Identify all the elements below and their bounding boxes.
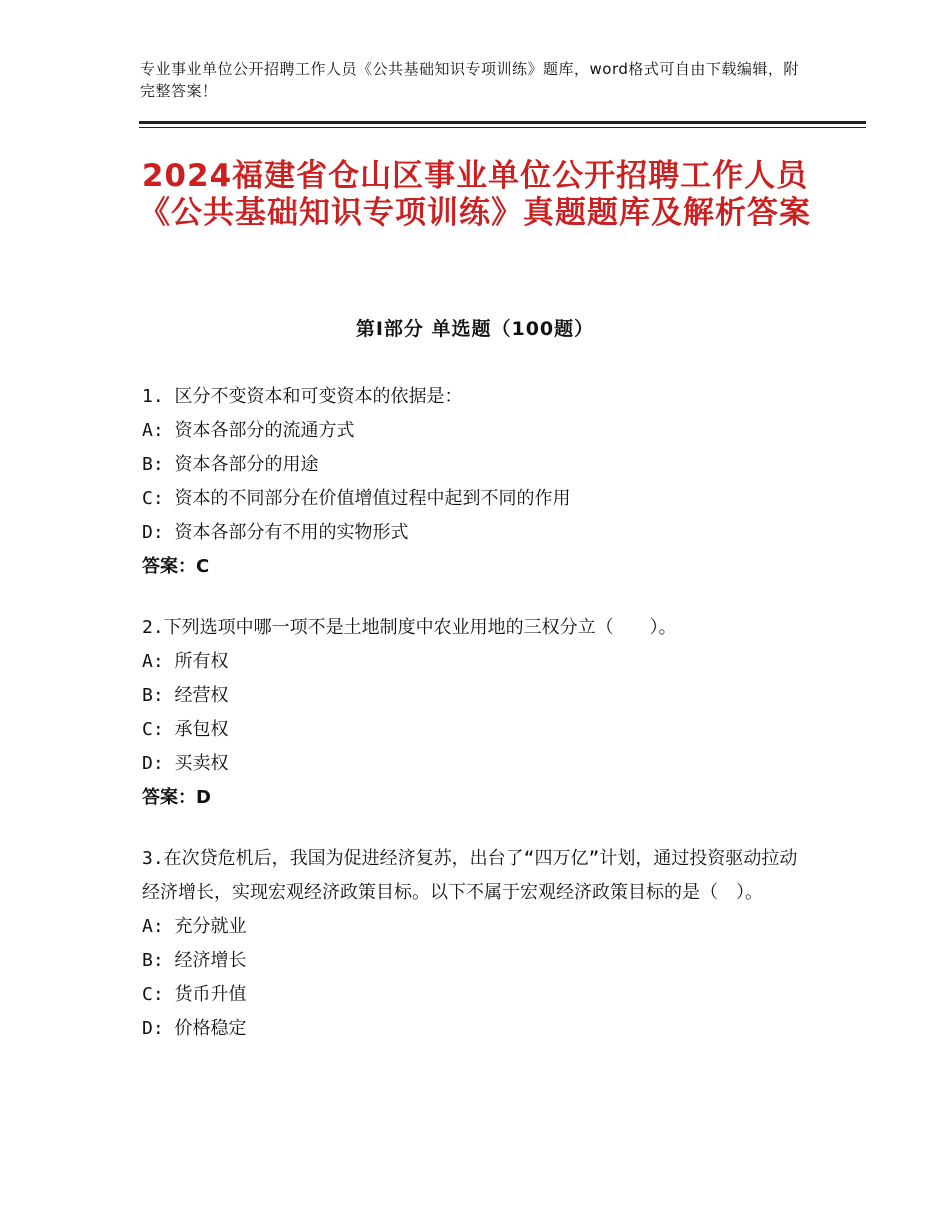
option-c: C: 货币升值 (142, 984, 247, 1005)
option-c: C: 资本的不同部分在价值增值过程中起到不同的作用 (142, 488, 571, 509)
question-stem: 3.在次贷危机后，我国为促进经济复苏，出台了“四万亿”计划，通过投资驱动拉动经济增长，实现宏观经济政策目标。以下不属于宏观经济政策目标的是（ ）。 (142, 848, 798, 903)
option-b: B: 经营权 (142, 685, 229, 706)
question-list (142, 380, 812, 1073)
option-a: A: 资本各部分的流通方式 (142, 420, 355, 441)
question-stem: 1. 区分不变资本和可变资本的依据是： (142, 386, 463, 407)
question-stem: 2.下列选项中哪一项不是土地制度中农业用地的三权分立（ ）。 (142, 617, 677, 638)
option-c: C: 承包权 (142, 719, 229, 740)
option-a: A: 所有权 (142, 651, 229, 672)
header-note: 专业事业单位公开招聘工作人员《公共基础知识专项训练》题库，word格式可自由下载编辑，附完整答案！ (140, 60, 799, 100)
section-title: 第Ⅰ部分 单选题（100题） (355, 318, 595, 340)
option-d: D: 买卖权 (142, 753, 229, 774)
header-rule-thick (139, 121, 866, 124)
question-1 (142, 380, 812, 584)
question-2 (142, 611, 812, 815)
document-title: 2024福建省仓山区事业单位公开招聘工作人员《公共基础知识专项训练》真题题库及解析答案 (139, 158, 811, 231)
question-3 (142, 842, 812, 1046)
answer-text: 答案：D (142, 787, 211, 808)
option-b: B: 资本各部分的用途 (142, 454, 319, 475)
option-b: B: 经济增长 (142, 950, 247, 971)
option-a: A: 充分就业 (142, 916, 247, 937)
option-d: D: 资本各部分有不用的实物形式 (142, 522, 409, 543)
option-d: D: 价格稳定 (142, 1018, 247, 1039)
answer-text: 答案：C (142, 556, 210, 577)
header-rule-thin (139, 127, 866, 128)
